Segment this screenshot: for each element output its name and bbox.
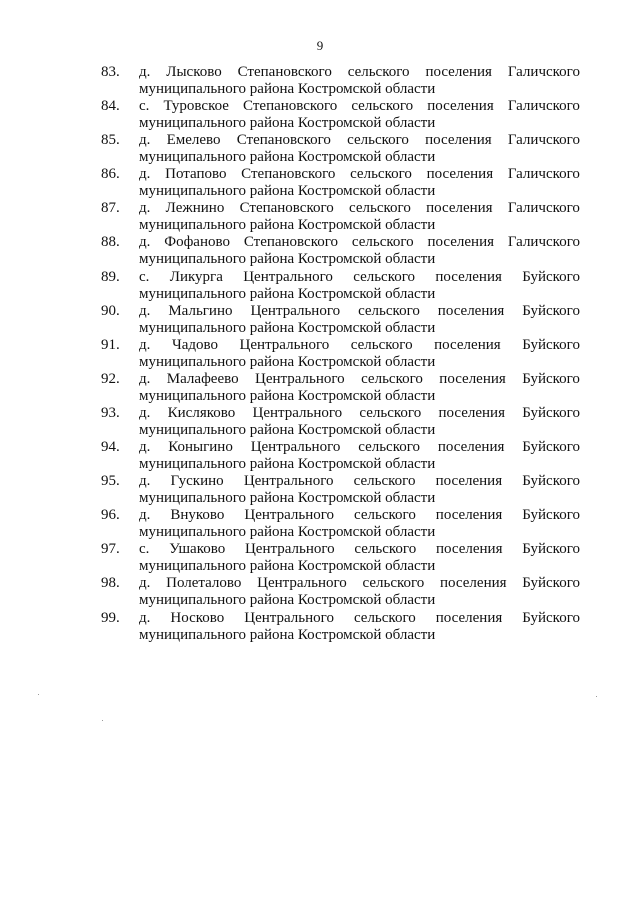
item-number: 98. <box>101 575 120 592</box>
locality-type: с. <box>139 268 150 285</box>
locality-type: д. <box>139 575 151 592</box>
item-first-line <box>139 234 580 251</box>
district-name: Галичского <box>507 132 580 149</box>
locality-name: Емелево <box>166 132 221 149</box>
locality-type: д. <box>139 473 151 490</box>
settlement-word: поселения <box>435 507 503 524</box>
locality-name: Гускино <box>170 473 224 490</box>
district-name: Буйского <box>522 404 580 421</box>
settlement-word: Центрального <box>255 370 345 387</box>
locality-type: д. <box>139 370 151 387</box>
settlement-word: поселения <box>435 541 503 558</box>
item-second-line: муниципального района Костромской области <box>139 149 436 166</box>
settlement-word: сельского <box>347 132 409 149</box>
locality-type: д. <box>139 609 151 626</box>
item-first-line <box>139 337 580 354</box>
item-number: 88. <box>101 234 120 251</box>
locality-type: д. <box>139 200 151 217</box>
list-item <box>0 371 640 405</box>
locality-type: с. <box>139 541 150 558</box>
settlement-word: Центрального <box>239 336 330 353</box>
item-first-line <box>139 473 580 490</box>
item-second-line: муниципального района Костромской области <box>139 592 436 609</box>
settlement-word: поселения <box>426 200 493 217</box>
settlement-word: Степановского <box>243 98 338 115</box>
locality-type: д. <box>139 336 151 353</box>
settlement-word: поселения <box>435 473 503 490</box>
item-first-line <box>139 132 580 149</box>
list-item <box>0 405 640 439</box>
item-first-line <box>139 439 580 456</box>
district-name: Галичского <box>507 98 580 115</box>
settlement-word: поселения <box>440 575 507 592</box>
district-name: Буйского <box>522 370 580 387</box>
settlement-word: сельского <box>353 609 416 626</box>
item-second-line: муниципального района Костромской области <box>139 558 436 575</box>
district-name: Галичского <box>507 234 580 251</box>
item-number: 96. <box>101 507 120 524</box>
list-item <box>0 64 640 98</box>
settlement-word: поселения <box>425 132 492 149</box>
item-number: 94. <box>101 439 120 456</box>
item-first-line <box>139 98 580 115</box>
settlement-word: сельского <box>347 64 410 80</box>
item-second-line: муниципального района Костромской области <box>139 387 436 404</box>
locality-type: д. <box>139 404 151 421</box>
list-item <box>0 575 640 609</box>
settlement-word: Центрального <box>252 404 343 421</box>
settlement-word: сельского <box>354 507 416 524</box>
item-first-line <box>139 507 580 524</box>
locality-type: с. <box>139 98 150 115</box>
district-name: Буйского <box>522 541 580 558</box>
settlement-word: сельского <box>350 336 413 353</box>
item-second-line: муниципального района Костромской области <box>139 183 436 200</box>
item-second-line: муниципального района Костромской области <box>139 319 436 336</box>
item-first-line <box>139 303 580 320</box>
settlement-word: поселения <box>426 166 494 183</box>
settlement-word: Степановского <box>239 200 334 217</box>
item-number: 84. <box>101 98 120 115</box>
item-second-line: муниципального района Костромской области <box>139 285 436 302</box>
item-second-line: муниципального района Костромской области <box>139 626 436 643</box>
item-second-line: муниципального района Костромской области <box>139 217 436 234</box>
district-name: Буйского <box>522 575 580 592</box>
settlement-word: сельского <box>358 302 420 319</box>
locality-name: Фофаново <box>164 234 230 251</box>
item-first-line <box>139 575 580 592</box>
locality-name: Потапово <box>165 166 227 183</box>
settlement-word: поселения <box>434 336 501 353</box>
district-name: Буйского <box>522 609 580 626</box>
settlement-word: Центрального <box>250 302 341 319</box>
settlement-word: Степановского <box>241 166 336 183</box>
item-number: 92. <box>101 370 120 387</box>
locality-name: Лежнино <box>165 200 225 217</box>
scan-speck <box>38 694 39 695</box>
list-item <box>0 610 640 644</box>
settlement-word: Центрального <box>250 439 341 456</box>
item-number: 91. <box>101 336 120 353</box>
settlement-word: сельского <box>362 575 425 592</box>
settlement-word: сельского <box>359 404 422 421</box>
list-item <box>0 166 640 200</box>
list-item <box>0 439 640 473</box>
settlement-word: поселения <box>435 609 503 626</box>
settlement-word: Центрального <box>244 541 335 558</box>
page-number: 9 <box>316 38 324 53</box>
settlement-word: поселения <box>435 268 502 285</box>
settlement-word: Степановского <box>237 64 332 80</box>
item-second-line: муниципального района Костромской области <box>139 421 436 438</box>
settlement-word: сельского <box>351 234 414 251</box>
district-name: Галичского <box>507 64 580 80</box>
settlement-word: Степановского <box>236 132 331 149</box>
item-second-line: муниципального района Костромской области <box>139 490 436 507</box>
locality-type: д. <box>139 507 151 524</box>
item-second-line: муниципального района Костромской области <box>139 456 436 473</box>
locality-list <box>0 64 640 644</box>
locality-name: Туровское <box>163 98 229 115</box>
locality-name: Чадово <box>171 336 218 353</box>
item-number: 85. <box>101 132 120 149</box>
locality-name: Малафеево <box>166 370 239 387</box>
item-number: 95. <box>101 473 120 490</box>
settlement-word: сельского <box>353 268 416 285</box>
locality-name: Носково <box>170 609 225 626</box>
settlement-word: Центрального <box>244 507 335 524</box>
settlement-word: сельского <box>361 370 423 387</box>
list-item <box>0 337 640 371</box>
locality-type: д. <box>139 64 151 80</box>
locality-name: Кисляково <box>167 404 236 421</box>
settlement-word: сельского <box>349 200 411 217</box>
locality-type: д. <box>139 166 151 183</box>
item-first-line <box>139 269 580 286</box>
settlement-word: Степановского <box>243 234 339 251</box>
list-item <box>0 269 640 303</box>
settlement-word: поселения <box>427 234 495 251</box>
settlement-word: поселения <box>438 404 505 421</box>
item-number: 83. <box>101 64 120 80</box>
district-name: Буйского <box>522 473 580 490</box>
list-item <box>0 234 640 268</box>
locality-type: д. <box>139 302 151 319</box>
settlement-word: Центрального <box>243 473 334 490</box>
settlement-word: Центрального <box>257 575 347 592</box>
scan-speck <box>102 720 103 721</box>
item-second-line: муниципального района Костромской области <box>139 353 436 370</box>
settlement-word: Центрального <box>243 268 333 285</box>
item-first-line <box>139 541 580 558</box>
item-first-line <box>139 610 580 627</box>
item-second-line: муниципального района Костромской области <box>139 81 436 97</box>
item-number: 87. <box>101 200 120 217</box>
district-name: Буйского <box>522 439 580 456</box>
item-second-line: муниципального района Костромской области <box>139 524 436 541</box>
settlement-word: сельского <box>351 98 414 115</box>
item-number: 86. <box>101 166 120 183</box>
locality-name: Ушаково <box>169 541 226 558</box>
item-second-line: муниципального района Костромской области <box>139 115 436 132</box>
district-name: Буйского <box>522 336 580 353</box>
list-item <box>0 303 640 337</box>
settlement-word: поселения <box>427 98 494 115</box>
settlement-word: сельского <box>358 439 421 456</box>
settlement-word: поселения <box>439 370 506 387</box>
item-first-line <box>139 371 580 388</box>
district-name: Галичского <box>507 200 580 217</box>
settlement-word: сельского <box>354 541 417 558</box>
list-item <box>0 132 640 166</box>
item-second-line: муниципального района Костромской области <box>139 251 436 268</box>
settlement-word: сельского <box>353 473 416 490</box>
scan-speck <box>596 696 597 697</box>
locality-name: Коныгино <box>168 439 233 456</box>
item-number: 93. <box>101 404 120 421</box>
locality-type: д. <box>139 132 151 149</box>
district-name: Буйского <box>522 507 580 524</box>
item-number: 90. <box>101 302 120 319</box>
settlement-word: поселения <box>437 302 505 319</box>
district-name: Буйского <box>522 268 580 285</box>
district-name: Буйского <box>522 302 580 319</box>
locality-name: Мальгино <box>168 302 233 319</box>
settlement-word: поселения <box>437 439 505 456</box>
list-item <box>0 98 640 132</box>
item-first-line <box>139 166 580 183</box>
district-name: Галичского <box>507 166 580 183</box>
locality-name: Ликурга <box>169 268 223 285</box>
locality-name: Полеталово <box>166 575 242 592</box>
locality-name: Лысково <box>166 64 222 80</box>
locality-type: д. <box>139 234 151 251</box>
list-item <box>0 473 640 507</box>
settlement-word: поселения <box>425 64 492 80</box>
list-item <box>0 507 640 541</box>
item-number: 89. <box>101 268 120 285</box>
item-number: 99. <box>101 609 120 626</box>
settlement-word: сельского <box>350 166 412 183</box>
item-number: 97. <box>101 541 120 558</box>
locality-name: Внуково <box>170 507 225 524</box>
item-first-line <box>139 405 580 422</box>
locality-type: д. <box>139 439 151 456</box>
item-first-line <box>139 200 580 217</box>
list-item <box>0 541 640 575</box>
settlement-word: Центрального <box>244 609 334 626</box>
item-first-line <box>139 64 580 81</box>
list-item <box>0 200 640 234</box>
